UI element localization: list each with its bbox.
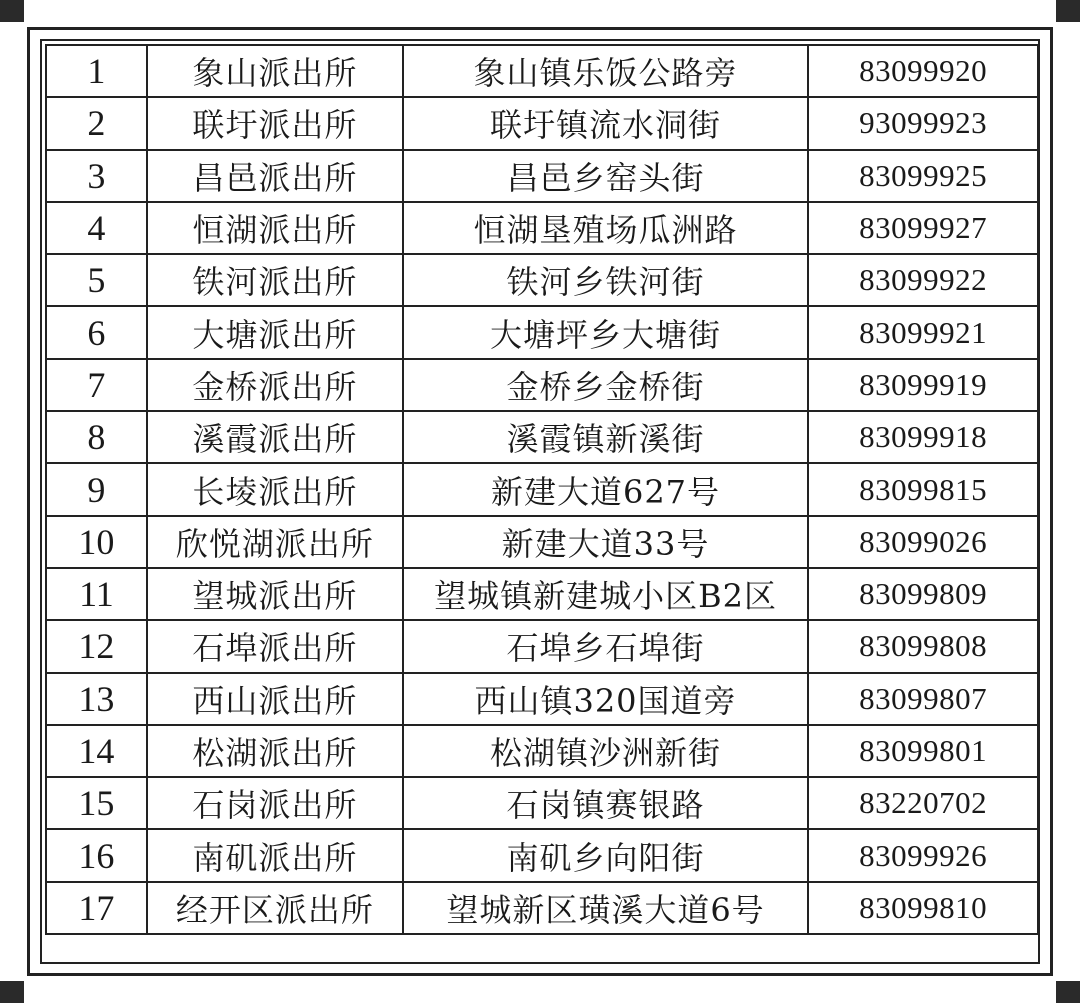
table-row [46,202,1038,254]
station-name: 铁河派出所 [147,254,403,306]
row-number: 15 [46,777,147,829]
table-row [46,673,1038,725]
station-address: 联圩镇流水洞街 [403,97,808,149]
station-phone: 83099810 [808,882,1038,934]
station-address: 西山镇320国道旁 [403,673,808,725]
table-row [46,359,1038,411]
station-phone: 83099026 [808,516,1038,568]
table-row [46,45,1038,97]
station-name: 欣悦湖派出所 [147,516,403,568]
station-phone: 83099922 [808,254,1038,306]
station-name: 石岗派出所 [147,777,403,829]
table-row [46,829,1038,881]
station-name: 象山派出所 [147,45,403,97]
station-phone: 93099923 [808,97,1038,149]
station-name: 大塘派出所 [147,306,403,358]
station-name: 石埠派出所 [147,620,403,672]
row-number: 5 [46,254,147,306]
table-row [46,97,1038,149]
station-address: 金桥乡金桥街 [403,359,808,411]
station-phone: 83099801 [808,725,1038,777]
table-frame [40,39,1040,964]
table-row [46,306,1038,358]
station-name: 联圩派出所 [147,97,403,149]
station-phone: 83099807 [808,673,1038,725]
table-row [46,516,1038,568]
table-row [46,620,1038,672]
table-row [46,463,1038,515]
table-row [46,150,1038,202]
corner-mark-bottom-right [1056,981,1080,1003]
police-station-table [45,44,1039,935]
station-address: 望城镇新建城小区B2区 [403,568,808,620]
station-phone: 83099919 [808,359,1038,411]
station-address: 南矶乡向阳街 [403,829,808,881]
table-row [46,254,1038,306]
station-address: 象山镇乐饭公路旁 [403,45,808,97]
station-address: 昌邑乡窑头街 [403,150,808,202]
station-address: 新建大道627号 [403,463,808,515]
station-name: 西山派出所 [147,673,403,725]
station-address: 恒湖垦殖场瓜洲路 [403,202,808,254]
corner-mark-top-right [1056,0,1080,22]
row-number: 8 [46,411,147,463]
station-name: 昌邑派出所 [147,150,403,202]
station-phone: 83099809 [808,568,1038,620]
row-number: 11 [46,568,147,620]
station-name: 经开区派出所 [147,882,403,934]
station-address: 松湖镇沙洲新街 [403,725,808,777]
row-number: 9 [46,463,147,515]
station-phone: 83099926 [808,829,1038,881]
station-address: 溪霞镇新溪街 [403,411,808,463]
row-number: 17 [46,882,147,934]
station-phone: 83099808 [808,620,1038,672]
row-number: 16 [46,829,147,881]
row-number: 14 [46,725,147,777]
row-number: 2 [46,97,147,149]
row-number: 1 [46,45,147,97]
table-row [46,411,1038,463]
station-phone: 83099918 [808,411,1038,463]
row-number: 3 [46,150,147,202]
row-number: 13 [46,673,147,725]
table-row [46,568,1038,620]
station-address: 大塘坪乡大塘街 [403,306,808,358]
station-address: 石埠乡石埠街 [403,620,808,672]
station-name: 溪霞派出所 [147,411,403,463]
row-number: 10 [46,516,147,568]
table-body [46,45,1038,934]
row-number: 6 [46,306,147,358]
station-address: 铁河乡铁河街 [403,254,808,306]
row-number: 12 [46,620,147,672]
station-address: 望城新区璜溪大道6号 [403,882,808,934]
station-name: 松湖派出所 [147,725,403,777]
station-phone: 83099815 [808,463,1038,515]
station-phone: 83099920 [808,45,1038,97]
table-row [46,725,1038,777]
station-name: 望城派出所 [147,568,403,620]
row-number: 4 [46,202,147,254]
table-row [46,882,1038,934]
station-phone: 83099927 [808,202,1038,254]
station-name: 金桥派出所 [147,359,403,411]
station-address: 新建大道33号 [403,516,808,568]
station-phone: 83099925 [808,150,1038,202]
document-frame [27,27,1053,976]
station-phone: 83220702 [808,777,1038,829]
table-row [46,777,1038,829]
station-name: 南矶派出所 [147,829,403,881]
station-address: 石岗镇赛银路 [403,777,808,829]
station-name: 恒湖派出所 [147,202,403,254]
station-name: 长堎派出所 [147,463,403,515]
station-phone: 83099921 [808,306,1038,358]
corner-mark-bottom-left [0,981,24,1003]
row-number: 7 [46,359,147,411]
corner-mark-top-left [0,0,24,22]
